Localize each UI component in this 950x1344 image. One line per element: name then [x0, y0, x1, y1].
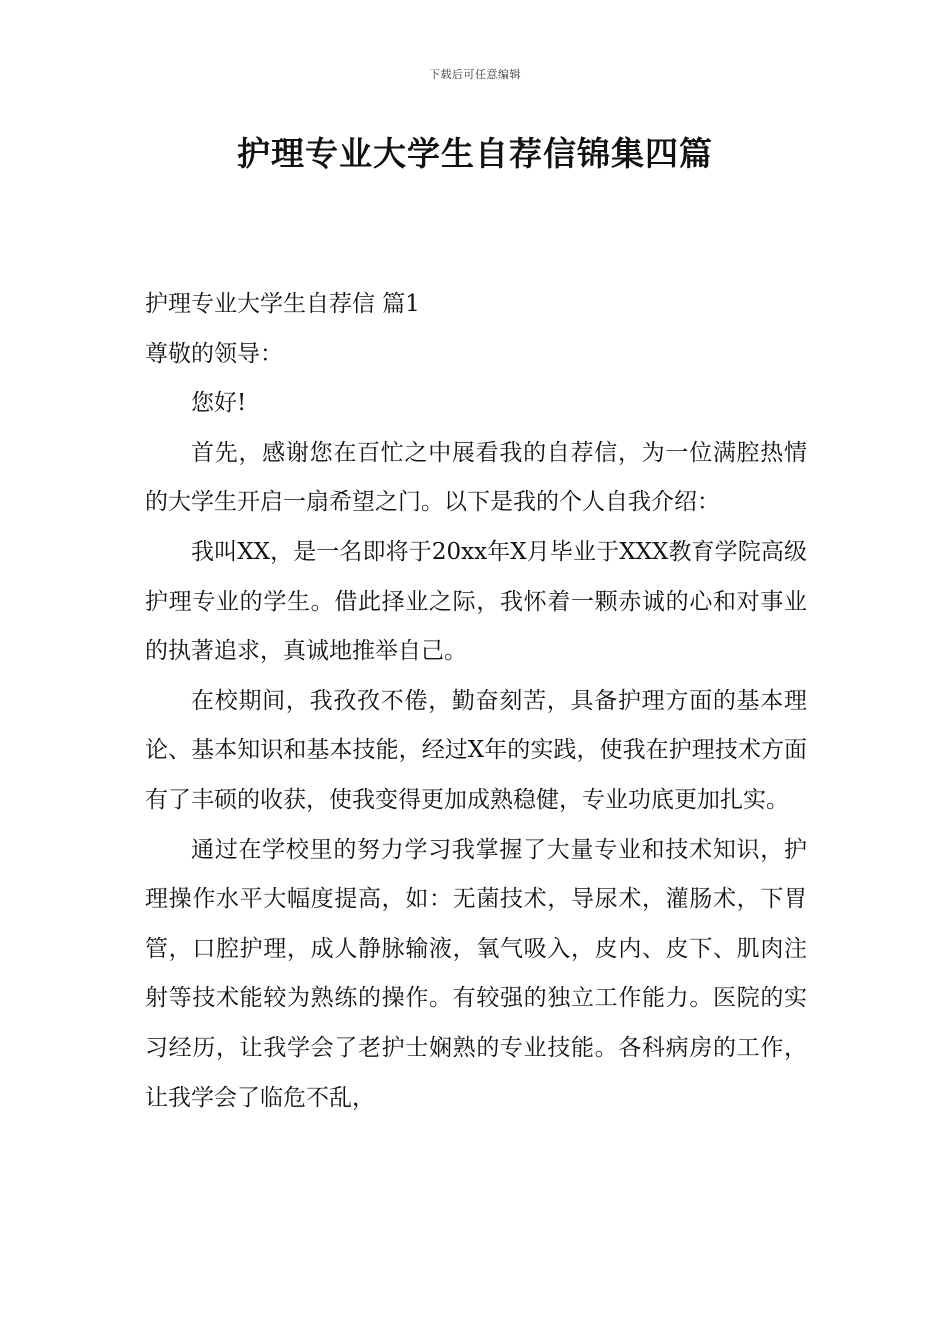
document-title: 护理专业大学生自荐信锦集四篇 [237, 134, 713, 173]
body-paragraph: 首先，感谢您在百忙之中展看我的自荐信，为一位满腔热情的大学生开启一扇希望之门。以下是我的个人自我介绍： [145, 439, 807, 516]
body-paragraph: 通过在学校里的努力学习我掌握了大量专业和技术知识，护理操作水平大幅度提高，如：无菌技术，导尿术，灌肠术，下胃管，口腔护理，成人静脉输液，氧气吸入，皮内、皮下、肌肉注射等技术能较为熟练的操作。有较强的独立工作能力。医院的实习经历，让我学会了老护士娴熟的专业技能。各科病房的工作，让我学会了临危不乱， [145, 836, 807, 1111]
greeting: 您好! [191, 390, 247, 417]
section-heading: 护理专业大学生自荐信 篇1 [145, 291, 420, 317]
body-paragraph: 我叫XX，是一名即将于20xx年X月毕业于XXX教育学院高级护理专业的学生。借此择业之际，我怀着一颗赤诚的心和对事业的执著追求，真诚地推举自己。 [145, 538, 807, 665]
document-body [145, 280, 807, 1123]
body-paragraph: 在校期间，我孜孜不倦，勤奋刻苦，具备护理方面的基本理论、基本知识和基本技能，经过X年的实践，使我在护理技术方面有了丰硕的收获，使我变得更加成熟稳健，专业功底更加扎实。 [145, 687, 807, 813]
header-note: 下载后可任意编辑 [429, 68, 521, 81]
salutation: 尊敬的领导： [145, 340, 283, 367]
